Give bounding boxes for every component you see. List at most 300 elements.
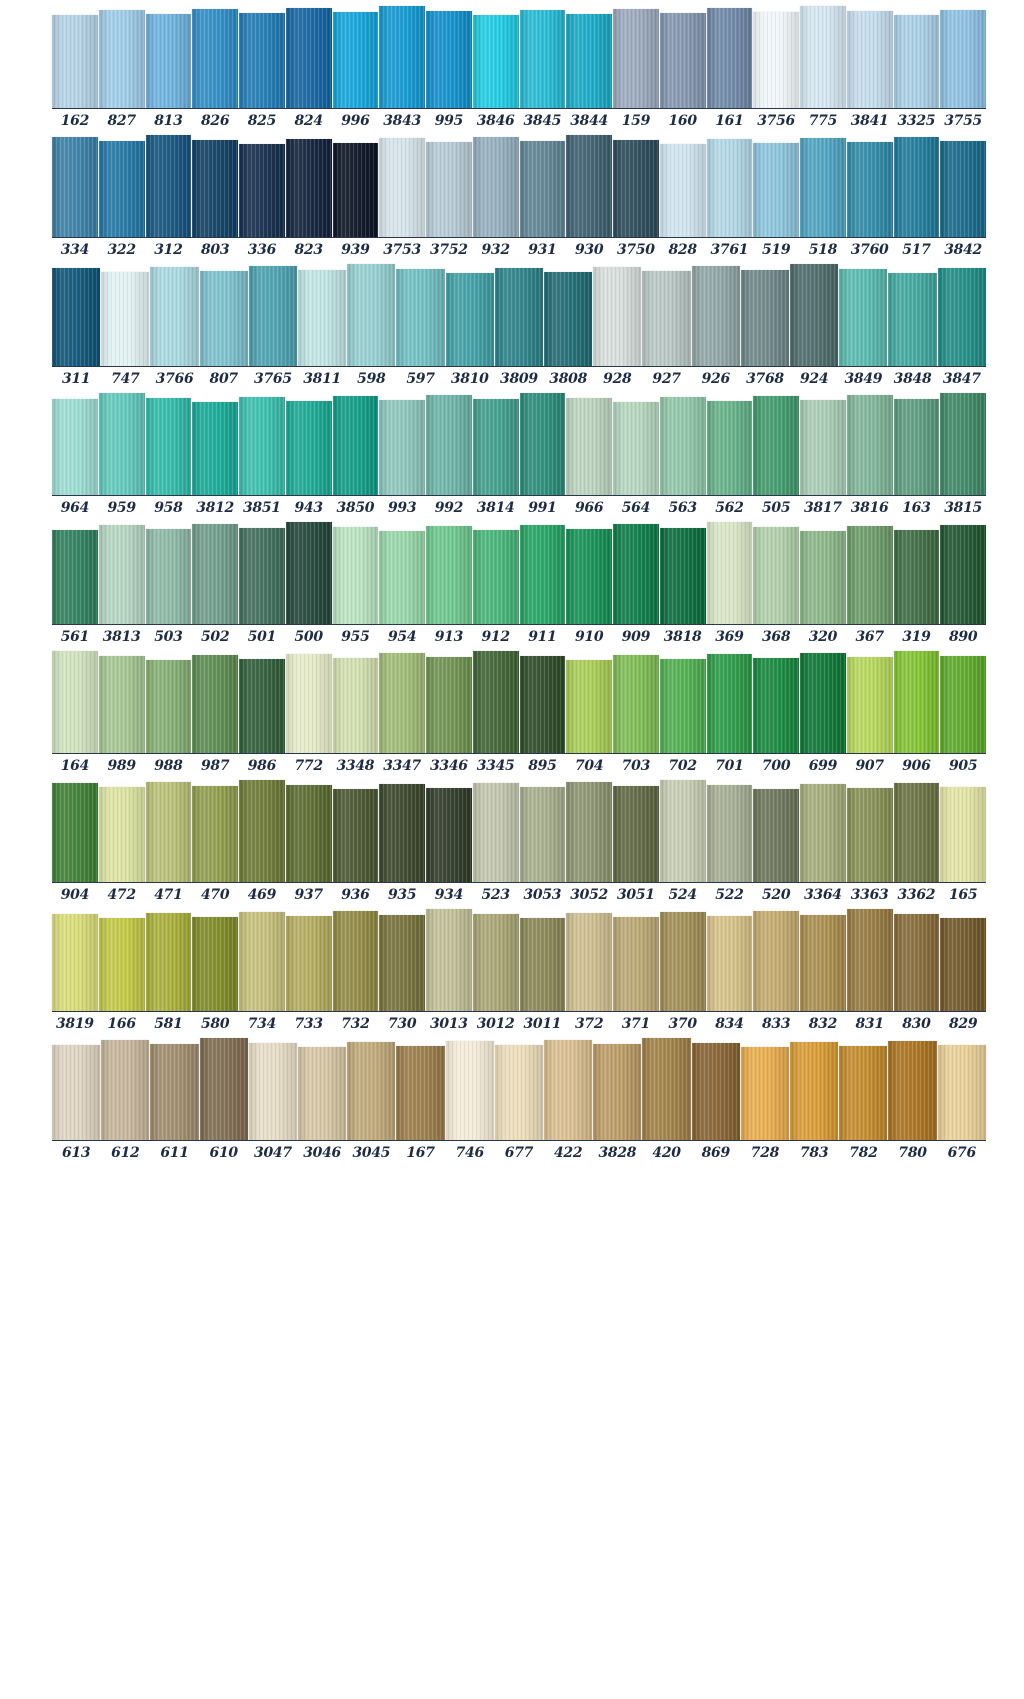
skein-shading bbox=[544, 1040, 592, 1140]
floss-code-label: 964 bbox=[60, 500, 90, 516]
floss-skein[interactable] bbox=[146, 529, 192, 624]
floss-skein[interactable] bbox=[239, 659, 285, 753]
floss-skein[interactable] bbox=[839, 269, 887, 366]
floss-skein[interactable] bbox=[473, 914, 519, 1011]
floss-skein[interactable] bbox=[938, 1045, 986, 1140]
skein-shading bbox=[692, 1043, 740, 1140]
floss-skein[interactable] bbox=[753, 143, 799, 237]
floss-skein[interactable] bbox=[333, 789, 379, 882]
skein-shading bbox=[286, 8, 332, 108]
floss-skein[interactable] bbox=[249, 1043, 297, 1140]
floss-skein[interactable] bbox=[613, 402, 659, 495]
floss-skein[interactable] bbox=[520, 656, 566, 753]
floss-code-label: 3363 bbox=[850, 887, 889, 903]
floss-skein[interactable] bbox=[192, 9, 238, 108]
skein-shading bbox=[613, 524, 659, 624]
floss-skein[interactable] bbox=[239, 13, 285, 108]
floss-code-label: 3851 bbox=[242, 500, 281, 516]
floss-skein[interactable] bbox=[894, 651, 940, 753]
floss-code-label: 3765 bbox=[254, 371, 292, 387]
floss-code-label: 783 bbox=[799, 1145, 829, 1161]
skein-shading bbox=[379, 653, 425, 753]
skein-shading bbox=[379, 784, 425, 882]
skein-shading bbox=[333, 143, 379, 237]
floss-skein[interactable] bbox=[940, 10, 986, 108]
floss-code-label: 159 bbox=[621, 113, 651, 129]
skein-color bbox=[286, 139, 332, 237]
floss-skein[interactable] bbox=[333, 911, 379, 1011]
floss-skein[interactable] bbox=[379, 138, 425, 237]
skein-color bbox=[286, 785, 332, 882]
floss-code-label: 3046 bbox=[303, 1145, 341, 1161]
floss-skein[interactable] bbox=[741, 270, 789, 366]
floss-skein[interactable] bbox=[52, 268, 100, 366]
skein-shading bbox=[894, 651, 940, 753]
floss-skein[interactable] bbox=[566, 660, 612, 753]
floss-skein[interactable] bbox=[379, 6, 425, 108]
floss-code-label: 610 bbox=[209, 1145, 238, 1161]
skein-color bbox=[660, 397, 706, 495]
code-label-strip bbox=[52, 753, 986, 774]
skein-shading bbox=[146, 398, 192, 495]
floss-skein[interactable] bbox=[239, 528, 285, 624]
floss-skein[interactable] bbox=[52, 1045, 100, 1140]
floss-skein[interactable] bbox=[347, 1042, 395, 1140]
floss-skein[interactable] bbox=[101, 272, 149, 366]
floss-skein[interactable] bbox=[613, 9, 659, 108]
skein-color bbox=[894, 399, 940, 495]
floss-code-label: 3345 bbox=[476, 758, 515, 774]
floss-skein[interactable] bbox=[146, 135, 192, 237]
floss-skein[interactable] bbox=[660, 144, 706, 237]
floss-skein[interactable] bbox=[566, 135, 612, 237]
floss-code-label: 3849 bbox=[844, 371, 883, 387]
floss-code-label: 906 bbox=[902, 758, 931, 774]
floss-skein[interactable] bbox=[52, 15, 98, 108]
floss-skein[interactable] bbox=[660, 912, 706, 1011]
floss-skein[interactable] bbox=[150, 1044, 198, 1140]
code-label-strip bbox=[52, 237, 986, 258]
skein-shading bbox=[101, 272, 149, 366]
floss-skein[interactable] bbox=[495, 1045, 543, 1140]
floss-code-label: 959 bbox=[107, 500, 136, 516]
skein-shading bbox=[847, 395, 893, 495]
floss-code-label: 834 bbox=[715, 1016, 744, 1032]
floss-skein[interactable] bbox=[52, 914, 98, 1011]
floss-code-label: 420 bbox=[652, 1145, 681, 1161]
floss-skein[interactable] bbox=[800, 915, 846, 1011]
skein-shading bbox=[940, 918, 986, 1011]
floss-skein[interactable] bbox=[192, 402, 238, 495]
floss-skein[interactable] bbox=[333, 658, 379, 753]
floss-skein[interactable] bbox=[192, 655, 238, 753]
floss-skein[interactable] bbox=[520, 787, 566, 882]
floss-skein[interactable] bbox=[473, 137, 519, 237]
floss-skein[interactable] bbox=[52, 783, 98, 882]
floss-skein[interactable] bbox=[940, 525, 986, 624]
skein-color bbox=[99, 10, 145, 108]
skein-shading bbox=[473, 137, 519, 237]
floss-skein[interactable] bbox=[707, 522, 753, 624]
skein-color bbox=[286, 522, 332, 624]
skein-color bbox=[741, 270, 789, 366]
skein-shading bbox=[239, 144, 285, 237]
floss-code-label: 827 bbox=[107, 113, 136, 129]
floss-skein[interactable] bbox=[847, 11, 893, 108]
skein-color bbox=[520, 656, 566, 753]
skein-shading bbox=[753, 911, 799, 1011]
floss-skein[interactable] bbox=[520, 10, 566, 108]
skein-color bbox=[239, 912, 285, 1011]
floss-skein[interactable] bbox=[333, 143, 379, 237]
floss-skein[interactable] bbox=[707, 401, 753, 495]
skein-color bbox=[52, 1045, 100, 1140]
floss-skein[interactable] bbox=[426, 526, 472, 624]
floss-skein[interactable] bbox=[286, 654, 332, 753]
floss-skein[interactable] bbox=[333, 527, 379, 624]
floss-skein[interactable] bbox=[566, 913, 612, 1011]
floss-skein[interactable] bbox=[347, 264, 395, 366]
floss-skein[interactable] bbox=[520, 141, 566, 237]
floss-skein[interactable] bbox=[520, 393, 566, 495]
skein-shading bbox=[741, 270, 789, 366]
floss-code-label: 3045 bbox=[352, 1145, 391, 1161]
floss-skein[interactable] bbox=[888, 273, 936, 366]
floss-skein[interactable] bbox=[613, 655, 659, 753]
floss-skein[interactable] bbox=[894, 15, 940, 108]
floss-skein[interactable] bbox=[938, 268, 986, 366]
skein-shading bbox=[239, 397, 285, 495]
floss-code-label: 677 bbox=[504, 1145, 534, 1161]
floss-skein[interactable] bbox=[52, 651, 98, 753]
floss-skein[interactable] bbox=[940, 393, 986, 495]
floss-skein[interactable] bbox=[642, 1038, 690, 1140]
floss-skein[interactable] bbox=[800, 6, 846, 108]
floss-skein[interactable] bbox=[544, 272, 592, 366]
skein-color bbox=[613, 917, 659, 1011]
skein-color bbox=[847, 657, 893, 753]
floss-skein[interactable] bbox=[593, 267, 641, 366]
floss-code-label: 3815 bbox=[944, 500, 982, 516]
skein-color bbox=[800, 653, 846, 753]
skein-color bbox=[99, 525, 145, 624]
floss-skein[interactable] bbox=[99, 525, 145, 624]
floss-skein[interactable] bbox=[847, 909, 893, 1011]
floss-skein[interactable] bbox=[894, 399, 940, 495]
skein-shading bbox=[333, 396, 379, 495]
floss-skein[interactable] bbox=[146, 782, 192, 882]
floss-skein[interactable] bbox=[566, 398, 612, 495]
floss-skein[interactable] bbox=[99, 787, 145, 882]
floss-skein[interactable] bbox=[192, 917, 238, 1011]
skein-color bbox=[101, 272, 149, 366]
floss-skein[interactable] bbox=[379, 653, 425, 753]
floss-skein[interactable] bbox=[473, 15, 519, 108]
floss-skein[interactable] bbox=[426, 909, 472, 1011]
floss-skein[interactable] bbox=[847, 395, 893, 495]
floss-code-label: 3761 bbox=[710, 242, 749, 258]
floss-skein[interactable] bbox=[473, 399, 519, 495]
floss-skein[interactable] bbox=[99, 656, 145, 753]
skein-color bbox=[566, 913, 612, 1011]
skein-shading bbox=[753, 789, 799, 882]
floss-code-label: 3843 bbox=[383, 113, 421, 129]
floss-skein[interactable] bbox=[800, 784, 846, 882]
floss-skein[interactable] bbox=[660, 13, 706, 108]
floss-skein[interactable] bbox=[286, 785, 332, 882]
skein-color bbox=[707, 8, 753, 108]
floss-code-label: 3810 bbox=[450, 371, 489, 387]
floss-skein[interactable] bbox=[473, 530, 519, 624]
skein-shading bbox=[286, 522, 332, 624]
floss-skein[interactable] bbox=[593, 1044, 641, 1140]
skein-color bbox=[847, 11, 893, 108]
floss-skein[interactable] bbox=[286, 522, 332, 624]
floss-skein[interactable] bbox=[753, 527, 799, 624]
floss-skein[interactable] bbox=[239, 397, 285, 495]
floss-skein[interactable] bbox=[192, 140, 238, 237]
floss-skein[interactable] bbox=[379, 915, 425, 1011]
floss-skein[interactable] bbox=[473, 783, 519, 882]
skein-shading bbox=[940, 525, 986, 624]
skein-shading bbox=[239, 13, 285, 108]
floss-skein[interactable] bbox=[239, 912, 285, 1011]
floss-skein[interactable] bbox=[286, 916, 332, 1011]
floss-skein[interactable] bbox=[396, 269, 444, 366]
skein-shading bbox=[192, 402, 238, 495]
skein-shading bbox=[379, 531, 425, 624]
floss-skein[interactable] bbox=[894, 783, 940, 882]
floss-code-label: 166 bbox=[107, 1016, 136, 1032]
skein-shading bbox=[192, 9, 238, 108]
floss-code-label: 3051 bbox=[616, 887, 655, 903]
skein-color bbox=[99, 656, 145, 753]
skein-color bbox=[333, 658, 379, 753]
floss-skein[interactable] bbox=[146, 14, 192, 108]
floss-skein[interactable] bbox=[99, 393, 145, 495]
floss-code-label: 703 bbox=[621, 758, 651, 774]
floss-code-label: 699 bbox=[808, 758, 838, 774]
floss-skein[interactable] bbox=[894, 914, 940, 1011]
floss-skein[interactable] bbox=[426, 142, 472, 237]
skein-color bbox=[239, 397, 285, 495]
floss-skein[interactable] bbox=[707, 654, 753, 753]
floss-skein[interactable] bbox=[52, 137, 98, 237]
floss-code-label: 830 bbox=[902, 1016, 931, 1032]
floss-skein[interactable] bbox=[660, 659, 706, 753]
skein-color bbox=[495, 268, 543, 366]
floss-code-label: 782 bbox=[849, 1145, 878, 1161]
floss-skein[interactable] bbox=[286, 139, 332, 237]
floss-skein[interactable] bbox=[894, 530, 940, 624]
floss-skein[interactable] bbox=[150, 267, 198, 366]
floss-skein[interactable] bbox=[741, 1047, 789, 1140]
skein-shading bbox=[520, 393, 566, 495]
floss-code-label: 470 bbox=[200, 887, 230, 903]
floss-skein[interactable] bbox=[544, 1040, 592, 1140]
floss-skein[interactable] bbox=[286, 401, 332, 495]
floss-code-label: 3819 bbox=[55, 1016, 94, 1032]
code-label-strip bbox=[52, 108, 986, 129]
floss-skein[interactable] bbox=[396, 1046, 444, 1140]
skein-color bbox=[379, 653, 425, 753]
floss-skein[interactable] bbox=[200, 1038, 248, 1140]
skein-color bbox=[940, 141, 986, 237]
floss-skein[interactable] bbox=[613, 917, 659, 1011]
floss-skein[interactable] bbox=[692, 1043, 740, 1140]
skein-shading bbox=[286, 401, 332, 495]
floss-code-label: 3362 bbox=[897, 887, 936, 903]
skein-color bbox=[692, 1043, 740, 1140]
floss-code-label: 613 bbox=[61, 1145, 91, 1161]
floss-skein[interactable] bbox=[660, 397, 706, 495]
skein-color bbox=[566, 398, 612, 495]
floss-code-label: 3814 bbox=[476, 500, 515, 516]
floss-skein[interactable] bbox=[847, 657, 893, 753]
floss-skein[interactable] bbox=[753, 396, 799, 495]
floss-code-label: 3364 bbox=[803, 887, 842, 903]
floss-skein[interactable] bbox=[426, 11, 472, 108]
floss-skein[interactable] bbox=[800, 531, 846, 624]
floss-skein[interactable] bbox=[642, 271, 690, 366]
floss-skein[interactable] bbox=[192, 524, 238, 624]
floss-skein[interactable] bbox=[200, 271, 248, 366]
floss-skein[interactable] bbox=[426, 395, 472, 495]
floss-skein[interactable] bbox=[660, 780, 706, 882]
floss-skein[interactable] bbox=[613, 140, 659, 237]
floss-skein[interactable] bbox=[566, 14, 612, 108]
floss-skein[interactable] bbox=[847, 142, 893, 237]
floss-skein[interactable] bbox=[333, 12, 379, 108]
floss-skein[interactable] bbox=[940, 656, 986, 753]
skein-color bbox=[333, 12, 379, 108]
floss-skein[interactable] bbox=[146, 660, 192, 753]
skein-color bbox=[520, 787, 566, 882]
skein-shading bbox=[99, 141, 145, 237]
skein-color bbox=[146, 913, 192, 1011]
skein-shading bbox=[99, 10, 145, 108]
skein-color bbox=[426, 909, 472, 1011]
floss-code-label: 943 bbox=[294, 500, 323, 516]
floss-skein[interactable] bbox=[753, 658, 799, 753]
floss-skein[interactable] bbox=[473, 651, 519, 753]
skein-shading bbox=[741, 1047, 789, 1140]
floss-skein[interactable] bbox=[753, 911, 799, 1011]
floss-code-label: 3813 bbox=[102, 629, 141, 645]
floss-skein[interactable] bbox=[707, 916, 753, 1011]
floss-skein[interactable] bbox=[239, 780, 285, 882]
skein-color bbox=[753, 789, 799, 882]
floss-code-label: 161 bbox=[715, 113, 744, 129]
floss-skein[interactable] bbox=[446, 273, 494, 366]
floss-skein[interactable] bbox=[99, 10, 145, 108]
floss-skein[interactable] bbox=[566, 782, 612, 882]
floss-skein[interactable] bbox=[847, 788, 893, 882]
floss-skein[interactable] bbox=[613, 786, 659, 882]
skein-color bbox=[790, 1042, 838, 1140]
floss-skein[interactable] bbox=[298, 270, 346, 366]
floss-skein[interactable] bbox=[790, 264, 838, 366]
floss-skein[interactable] bbox=[894, 137, 940, 237]
floss-code-label: 3760 bbox=[850, 242, 889, 258]
skein-shading bbox=[566, 782, 612, 882]
floss-code-label: 3818 bbox=[663, 629, 702, 645]
floss-skein[interactable] bbox=[379, 784, 425, 882]
floss-skein[interactable] bbox=[888, 1041, 936, 1140]
floss-skein[interactable] bbox=[286, 8, 332, 108]
skein-shading bbox=[940, 10, 986, 108]
floss-code-label: 988 bbox=[154, 758, 183, 774]
floss-skein[interactable] bbox=[940, 787, 986, 882]
floss-skein[interactable] bbox=[192, 786, 238, 882]
skein-shading bbox=[52, 783, 98, 882]
skein-shading bbox=[52, 1045, 100, 1140]
floss-skein[interactable] bbox=[707, 785, 753, 882]
floss-skein[interactable] bbox=[800, 653, 846, 753]
skein-color bbox=[593, 267, 641, 366]
floss-skein[interactable] bbox=[426, 657, 472, 753]
floss-skein[interactable] bbox=[379, 531, 425, 624]
floss-skein[interactable] bbox=[146, 913, 192, 1011]
floss-skein[interactable] bbox=[249, 266, 297, 366]
skein-shading bbox=[613, 9, 659, 108]
skein-color bbox=[894, 137, 940, 237]
floss-skein[interactable] bbox=[333, 396, 379, 495]
floss-skein[interactable] bbox=[99, 918, 145, 1011]
floss-skein[interactable] bbox=[753, 12, 799, 108]
floss-skein[interactable] bbox=[99, 141, 145, 237]
skein-shading bbox=[146, 913, 192, 1011]
floss-skein[interactable] bbox=[847, 526, 893, 624]
floss-skein[interactable] bbox=[426, 788, 472, 882]
floss-code-label: 165 bbox=[948, 887, 978, 903]
floss-skein[interactable] bbox=[790, 1042, 838, 1140]
floss-skein[interactable] bbox=[379, 400, 425, 495]
floss-skein[interactable] bbox=[520, 918, 566, 1011]
floss-skein[interactable] bbox=[52, 399, 98, 495]
skein-shading bbox=[495, 1045, 543, 1140]
skein-shading bbox=[847, 526, 893, 624]
floss-skein[interactable] bbox=[707, 139, 753, 237]
floss-code-label: 3346 bbox=[429, 758, 468, 774]
floss-skein[interactable] bbox=[707, 8, 753, 108]
floss-skein[interactable] bbox=[101, 1040, 149, 1140]
floss-skein[interactable] bbox=[660, 528, 706, 624]
skein-shading bbox=[192, 140, 238, 237]
skein-shading bbox=[753, 658, 799, 753]
floss-skein[interactable] bbox=[800, 400, 846, 495]
floss-skein[interactable] bbox=[800, 138, 846, 237]
floss-skein[interactable] bbox=[940, 918, 986, 1011]
code-label-strip bbox=[52, 624, 986, 645]
floss-skein[interactable] bbox=[239, 144, 285, 237]
floss-skein[interactable] bbox=[613, 524, 659, 624]
floss-skein[interactable] bbox=[52, 530, 98, 624]
floss-skein[interactable] bbox=[940, 141, 986, 237]
floss-skein[interactable] bbox=[753, 789, 799, 882]
floss-skein[interactable] bbox=[839, 1046, 887, 1140]
skein-color bbox=[396, 269, 444, 366]
floss-skein[interactable] bbox=[495, 268, 543, 366]
floss-skein[interactable] bbox=[146, 398, 192, 495]
floss-skein[interactable] bbox=[520, 525, 566, 624]
floss-code-label: 772 bbox=[294, 758, 323, 774]
skein-color bbox=[847, 909, 893, 1011]
floss-skein[interactable] bbox=[692, 266, 740, 366]
floss-skein[interactable] bbox=[298, 1047, 346, 1140]
floss-skein[interactable] bbox=[566, 529, 612, 624]
floss-skein[interactable] bbox=[446, 1041, 494, 1140]
